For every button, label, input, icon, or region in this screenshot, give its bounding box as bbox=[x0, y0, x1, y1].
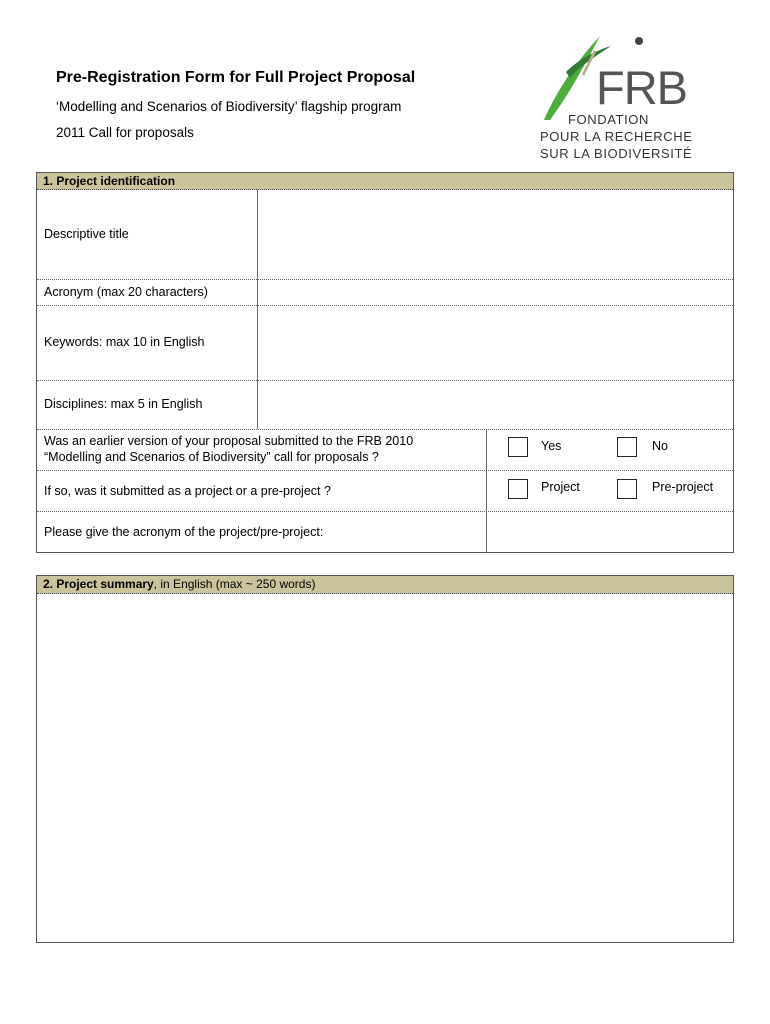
disciplines-field[interactable] bbox=[259, 381, 733, 429]
previous-acronym-field[interactable] bbox=[488, 512, 733, 553]
descriptive-title-field[interactable] bbox=[259, 191, 733, 279]
disciplines-label: Disciplines: max 5 in English bbox=[44, 397, 203, 411]
logo-line-2: POUR LA RECHERCHE bbox=[540, 129, 693, 144]
submission-type-question: If so, was it submitted as a project or a pre-project ? bbox=[44, 484, 331, 498]
preproject-label: Pre-project bbox=[652, 480, 714, 494]
frb-logo bbox=[536, 32, 706, 164]
preproject-checkbox[interactable] bbox=[617, 479, 637, 499]
no-checkbox[interactable] bbox=[617, 437, 637, 457]
section-1-heading: 1. Project identification bbox=[37, 173, 733, 190]
previous-acronym-label: Please give the acronym of the project/pre-project: bbox=[44, 525, 324, 539]
no-label: No bbox=[652, 439, 668, 453]
acronym-field[interactable] bbox=[259, 280, 733, 305]
form-title: Pre-Registration Form for Full Project Proposal bbox=[56, 69, 416, 86]
project-identification-table bbox=[36, 172, 734, 553]
yes-label: Yes bbox=[541, 439, 562, 453]
logo-acronym: FRB bbox=[596, 61, 687, 114]
keywords-label: Keywords: max 10 in English bbox=[44, 335, 205, 349]
call-subtitle: 2011 Call for proposals bbox=[56, 125, 194, 140]
project-summary-field[interactable] bbox=[37, 595, 733, 942]
project-label: Project bbox=[541, 480, 580, 494]
project-checkbox[interactable] bbox=[508, 479, 528, 499]
program-subtitle: ‘Modelling and Scenarios of Biodiversity’ flagship program bbox=[56, 99, 402, 114]
project-summary-box bbox=[36, 575, 734, 943]
logo-line-1: FONDATION bbox=[568, 112, 649, 127]
logo-line-3: SUR LA BIODIVERSITÉ bbox=[540, 146, 693, 161]
earlier-version-question-line2: “Modelling and Scenarios of Biodiversity” call for proposals ? bbox=[44, 450, 379, 464]
earlier-version-question-line1: Was an earlier version of your proposal submitted to the FRB 2010 bbox=[44, 434, 414, 448]
dot-icon bbox=[634, 36, 646, 48]
section-2-heading-rest: , in English (max ~ 250 words) bbox=[153, 577, 316, 591]
acronym-label: Acronym (max 20 characters) bbox=[44, 285, 208, 299]
section-2-heading-bold: 2. Project summary bbox=[43, 577, 154, 591]
descriptive-title-label: Descriptive title bbox=[44, 227, 129, 241]
keywords-field[interactable] bbox=[259, 306, 733, 380]
section-2-heading bbox=[37, 576, 733, 594]
yes-checkbox[interactable] bbox=[508, 437, 528, 457]
